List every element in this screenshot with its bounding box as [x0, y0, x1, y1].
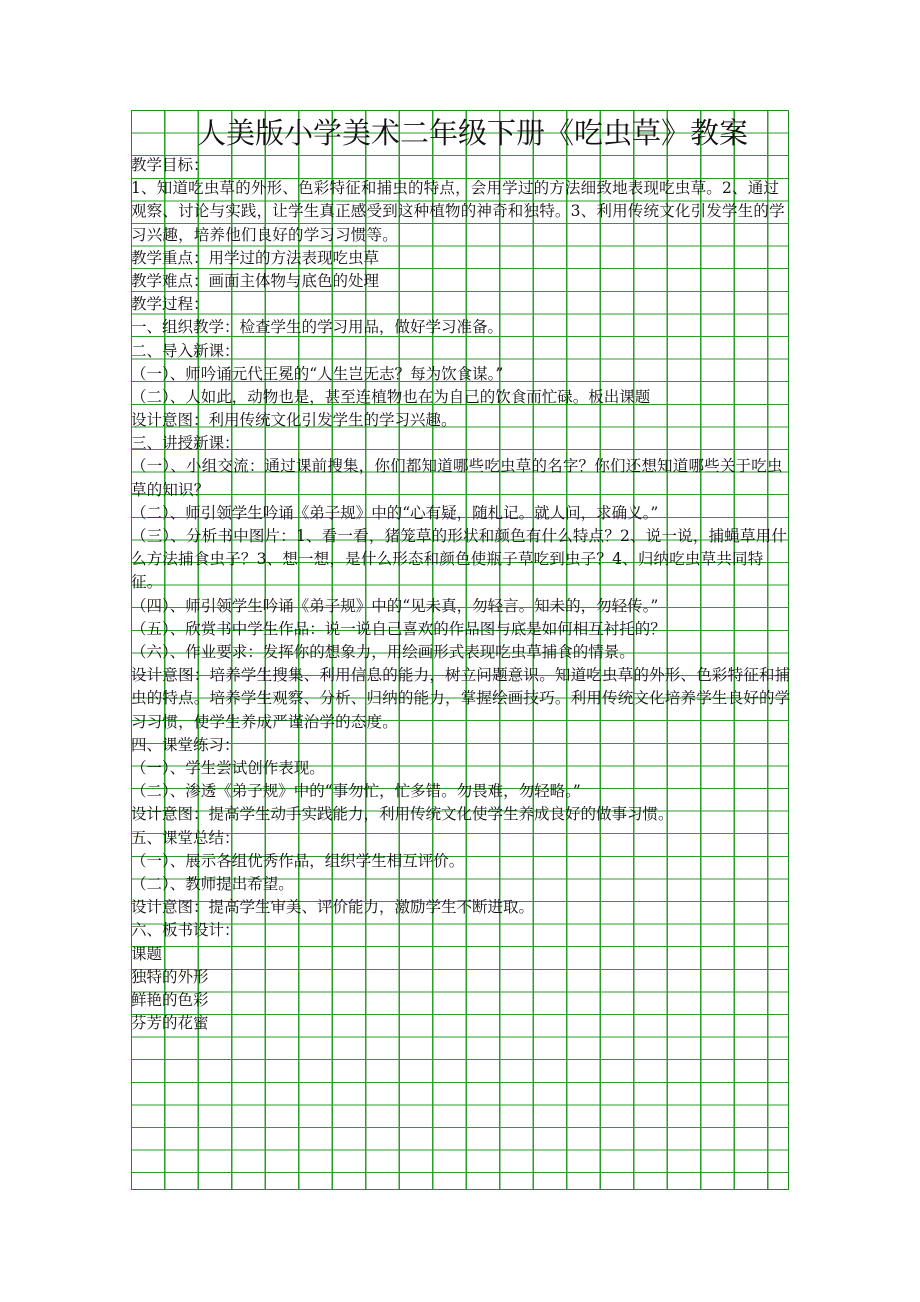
step-teach: 三、讲授新课：: [131, 434, 240, 453]
document-text: [131, 154, 791, 1035]
practice-item-1: （一）、学生尝试创作表现。: [131, 759, 325, 778]
practice-item-2: （二）、渗透《弟子规》中的“事勿忙，忙多错。勿畏难，勿轻略。”: [131, 782, 581, 801]
design-intent-2: 设计意图：培养学生搜集、利用信息的能力，树立问题意识。知道吃虫草的外形、色彩特征和捕虫的特点。培养学生观察、分析、归纳的能力，掌握绘画技巧。利用传统文化培养学生良好的学习习惯，使学生养成严谨治学的态度。: [131, 666, 791, 731]
teach-item-2: （二）、师引领学生吟诵《弟子规》中的“心有疑，随札记。就人问，求确义。”: [131, 503, 659, 522]
step-introduce: 二、导入新课：: [131, 341, 240, 360]
document-title: 人美版小学美术二年级下册《吃虫草》教案: [197, 116, 749, 150]
section-heading-process: 教学过程：: [131, 295, 209, 314]
board-item-color: 鲜艳的色彩: [131, 990, 209, 1009]
board-item-topic: 课题: [131, 944, 163, 963]
teach-item-1: （一）、小组交流：通过课前搜集，你们都知道哪些吃虫草的名字？你们还想知道哪些关于吃虫草的知识？: [131, 457, 783, 499]
design-intent-3: 设计意图：提高学生动手实践能力，利用传统文化使学生养成良好的做事习惯。: [131, 805, 674, 824]
difficult-point: 教学难点：画面主体物与底色的处理: [131, 271, 380, 290]
teach-item-6: （六）、作业要求：发挥你的想象力，用绘画形式表现吃虫草捕食的情景。: [131, 643, 635, 662]
summary-item-1: （一）、展示各组优秀作品，组织学生相互评价。: [131, 851, 465, 870]
design-intent-1: 设计意图：利用传统文化引发学生的学习兴趣。: [131, 411, 457, 430]
design-intent-4: 设计意图：提高学生审美、评价能力，激励学生不断进取。: [131, 898, 535, 917]
step-practice: 四、课堂练习：: [131, 735, 240, 754]
board-item-shape: 独特的外形: [131, 967, 209, 986]
key-point: 教学重点：用学过的方法表现吃虫草: [131, 248, 380, 267]
introduce-item-2: （二）、人如此，动物也是，甚至连植物也在为自己的饮食而忙碌。板出课题: [131, 387, 651, 406]
step-summary: 五、课堂总结：: [131, 828, 240, 847]
introduce-item-1: （一）、师吟诵元代王冕的“人生岂无志？每为饮食谋。”: [131, 364, 504, 383]
teach-item-3: （三）、分析书中图片：1、看一看，猪笼草的形状和颜色有什么特点？2、说一说，捕蝇草用什么方法捕食虫子？3、想一想，是什么形态和颜色使瓶子草吃到虫子？4、归纳吃虫草共同特征。: [131, 527, 788, 592]
step-board-design: 六、板书设计：: [131, 921, 240, 940]
objectives-paragraph: 1、知道吃虫草的外形、色彩特征和捕虫的特点，会用学过的方法细致地表现吃虫草。2、通过观察、讨论与实践，让学生真正感受到这种植物的神奇和独特。3、利用传统文化引发学生的学习兴趣，培养他们良好的学习习惯等。: [131, 179, 785, 244]
teach-item-4: （四）、师引领学生吟诵《弟子规》中的“见未真，勿轻言。知未的，勿轻传。”: [131, 596, 659, 615]
step-organize: 一、组织教学：检查学生的学习用品，做好学习准备。: [131, 318, 504, 337]
summary-item-2: （二）、教师提出希望。: [131, 874, 294, 893]
section-heading-objectives: 教学目标：: [131, 156, 209, 174]
board-item-nectar: 芬芳的花蜜: [131, 1014, 209, 1033]
teach-item-5: （五）、欣赏书中学生作品：说一说自己喜欢的作品图与底是如何相互衬托的？: [131, 619, 666, 638]
document-body: [131, 112, 791, 1035]
